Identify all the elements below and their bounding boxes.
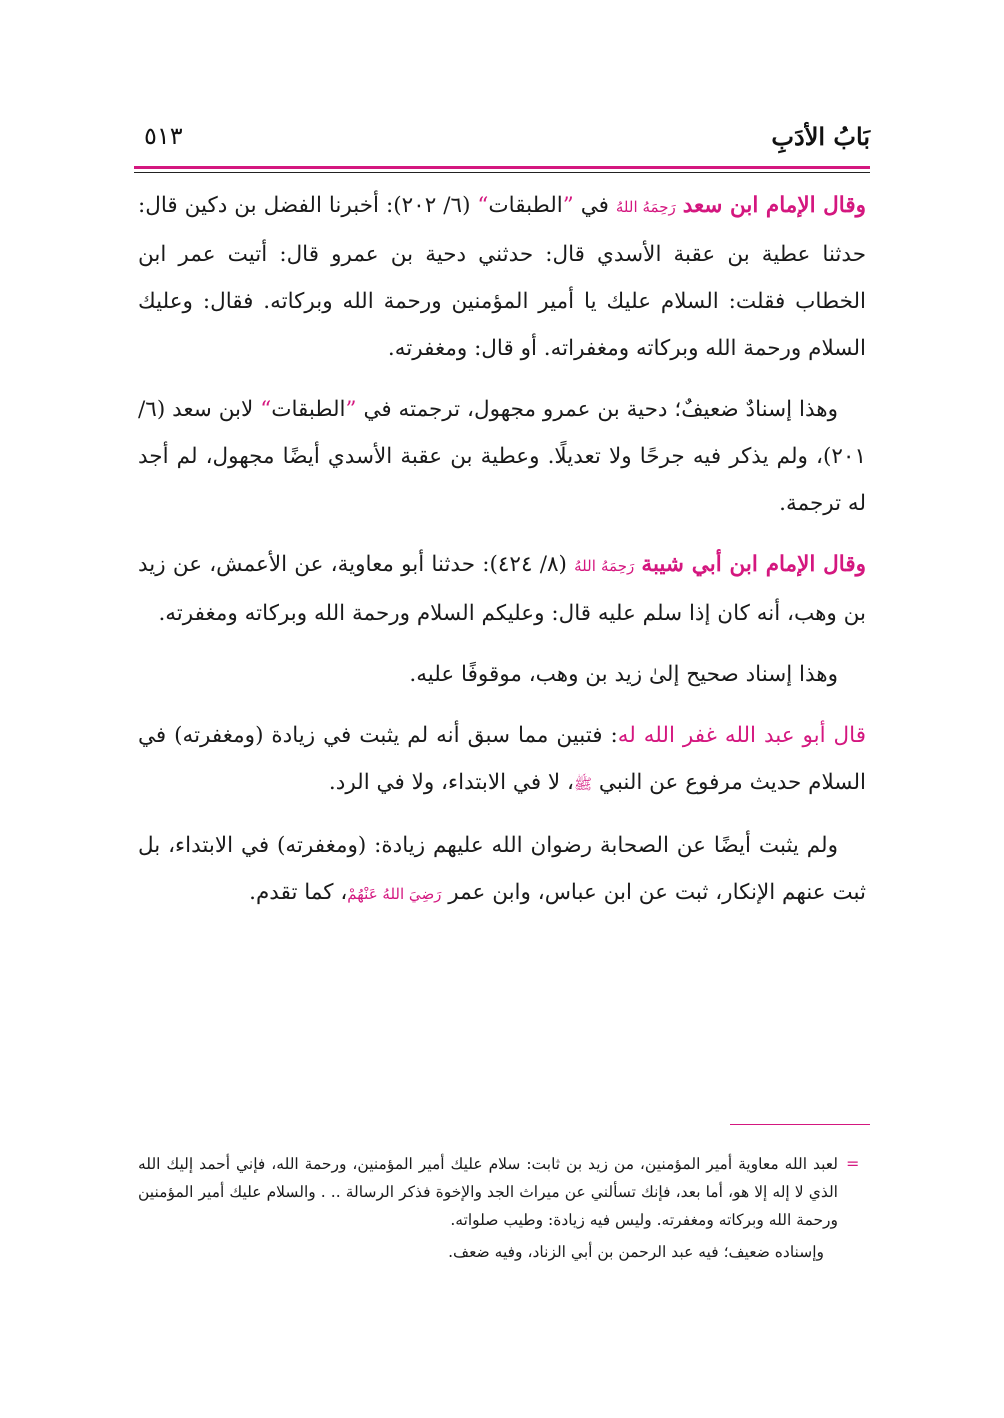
paragraph-5: قال أبو عبد الله غفر الله له: فتبين مما سبق أنه لم يثبت في زيادة (ومغفرته) في السلام حديث مرفوع عن النبي ﷺ، لا في الابتداء، ولا في الرد. <box>138 723 866 795</box>
narrator-lead: وقال الإمام ابن أبي شيبة <box>641 552 866 577</box>
footnote-text: وإسناده ضعيف؛ فيه عبد الرحمن بن أبي الزناد، وفيه ضعف. <box>448 1243 824 1261</box>
chapter-title: بَابُ الأدَبِ <box>771 122 870 151</box>
main-text <box>138 182 866 932</box>
honorific: رَضِيَ اللهُ عَنْهُمْ <box>347 885 442 903</box>
quote-open: ” <box>345 397 357 422</box>
author-lead: قال أبو عبد الله غفر الله له <box>617 723 866 748</box>
header-rule-pink <box>134 166 870 169</box>
quote-close: “ <box>477 193 489 218</box>
footnotes <box>138 1150 838 1270</box>
quote-open: ” <box>562 193 574 218</box>
paragraph-4: وهذا إسناد صحيح إلىٰ زيد بن وهب، موقوفًا عليه. <box>409 662 838 687</box>
book-title: الطبقات <box>271 397 346 422</box>
honorific: رَحِمَهُ اللهُ <box>574 557 635 575</box>
footnote-continuation-mark: = <box>846 1154 860 1173</box>
page-number: ٥١٣ <box>144 122 183 150</box>
paragraph-6: ولم يثبت أيضًا عن الصحابة رضوان الله عليهم زيادة: (ومغفرته) في الابتداء، بل ثبت عنهم الإنكار، ثبت عن ابن عباس، وابن عمر رَضِيَ اللهُ عَنْهُمْ، كما تقدم. <box>138 833 866 905</box>
book-title: الطبقات <box>488 193 563 218</box>
quote-close: “ <box>260 397 272 422</box>
header-rule-black <box>134 172 870 173</box>
paragraph-3: وقال الإمام ابن أبي شيبة رَحِمَهُ اللهُ (٨/ ٤٢٤): حدثنا أبو معاوية، عن الأعمش، عن زيد بن وهب، أنه كان إذا سلم عليه قال: وعليكم السلام ورحمة الله وبركاته ومغفرته. <box>138 552 866 626</box>
page-header <box>138 118 870 158</box>
paragraph-1: وقال الإمام ابن سعد رَحِمَهُ اللهُ في ”الطبقات“ (٦/ ٢٠٢): أخبرنا الفضل بن دكين قال: حدثنا عطية بن عقبة الأسدي قال: حدثني دحية بن عمرو قال: أتيت عمر ابن الخطاب فقلت: السلام عليك يا أمير المؤمنين ورحمة الله وبركاته. فقال: وعليك السلام ورحمة الله وبركاته ومغفراته. أو قال: ومغفرته. <box>138 193 866 361</box>
honorific: ﷺ <box>573 775 593 793</box>
footnote-separator <box>730 1124 870 1125</box>
footnote-text: لعبد الله معاوية أمير المؤمنين، من زيد بن ثابت: سلام عليك أمير المؤمنين، ورحمة الله، فإني أحمد إليك الله الذي لا إله إلا هو، أما بعد، فإنك تسألني عن ميراث الجد والإخوة فذكر الرسالة .. . والسلام عليك أمير المؤمنين ورحمة الله وبركاته ومغفرته. وليس فيه زيادة: وطيب صلواته. <box>138 1155 838 1229</box>
paragraph-2: وهذا إسنادٌ ضعيفٌ؛ دحية بن عمرو مجهول، ترجمته في ”الطبقات“ لابن سعد (٦/ ٢٠١)، ولم يذكر فيه جرحًا ولا تعديلًا. وعطية بن عقبة الأسدي أيضًا مجهول، لم أجد له ترجمة. <box>138 397 866 516</box>
honorific: رَحِمَهُ اللهُ <box>615 198 676 216</box>
narrator-lead: وقال الإمام ابن سعد <box>682 193 866 218</box>
